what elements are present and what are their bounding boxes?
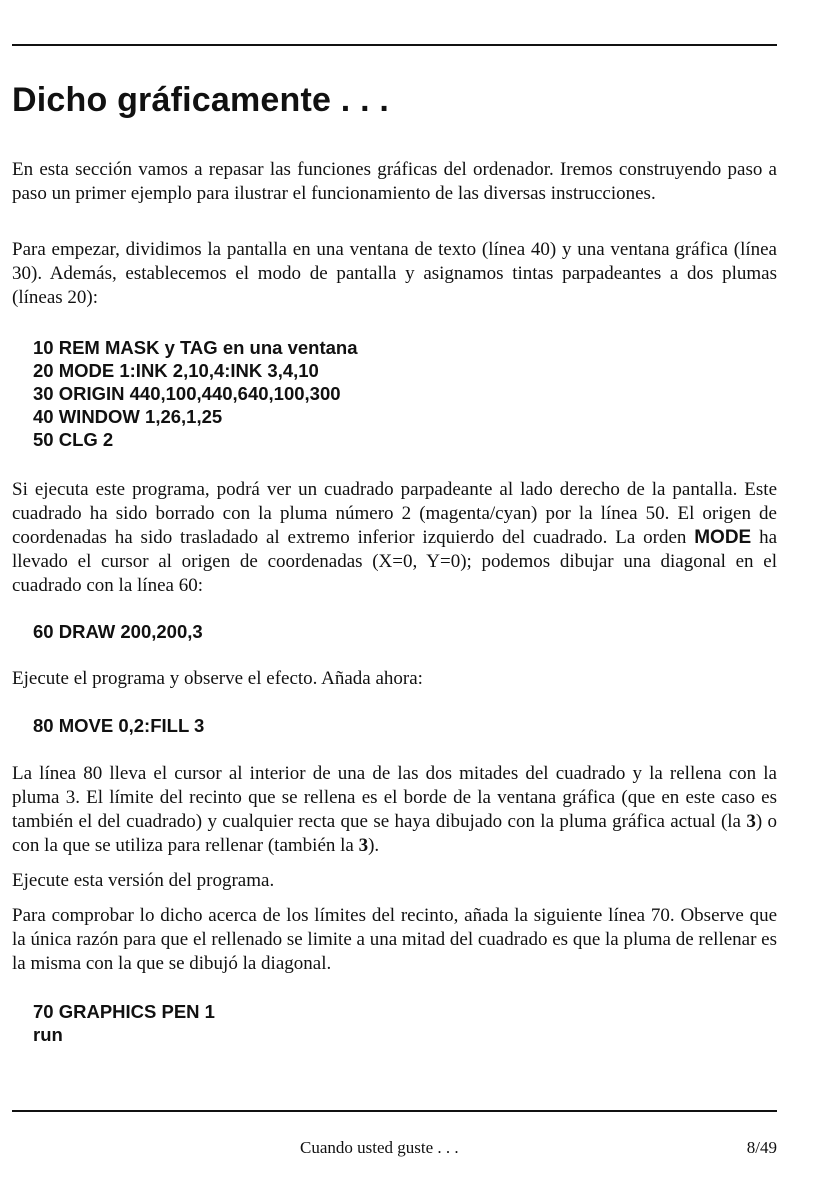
section-title: Dicho gráficamente . . . <box>12 81 390 119</box>
fill-explanation-paragraph <box>12 762 777 858</box>
code-line: 50 CLG 2 <box>33 429 114 450</box>
running-title: Cuando usted guste . . . <box>300 1138 459 1157</box>
code-listing-2 <box>33 620 203 643</box>
run-paragraph: Ejecute el programa y observe el efecto. Añada ahora: <box>12 668 423 689</box>
result-text-after: ha llevado el cursor al origen de coordenadas (X=0, Y=0); podemos dibujar una diagonal en el cuadrado con la línea 60: <box>12 527 778 596</box>
code-line: 70 GRAPHICS PEN 1 <box>33 1001 215 1022</box>
code-listing-4 <box>33 1000 215 1046</box>
code-line: 20 MODE 1:INK 2,10,4:INK 3,4,10 <box>33 360 319 381</box>
code-line: 80 MOVE 0,2:FILL 3 <box>33 715 205 736</box>
page-number: 8/49 <box>746 1138 777 1157</box>
mode-keyword: MODE <box>694 527 752 548</box>
code-listing-1 <box>33 336 358 451</box>
code-line: run <box>33 1024 63 1045</box>
code-line: 60 DRAW 200,200,3 <box>33 621 203 642</box>
code-line: 40 WINDOW 1,26,1,25 <box>33 406 223 427</box>
code-line: 30 ORIGIN 440,100,440,640,100,300 <box>33 383 341 404</box>
execute-paragraph: Ejecute esta versión del programa. <box>12 870 275 891</box>
setup-paragraph: Para empezar, dividimos la pantalla en una ventana de texto (línea 40) y una ventana gráfica (línea 30). Además, establecemos el modo de pantalla y asignamos tintas parpadeantes a dos plumas (líneas 20): <box>12 239 777 308</box>
code-listing-3 <box>33 714 204 737</box>
result-paragraph <box>12 478 777 598</box>
result-text-before: Si ejecuta este programa, podrá ver un cuadrado parpadeante al lado derecho de la pantalla. Este cuadrado ha sido borrado con la pluma número 2 (magenta/cyan) por la línea 50. El origen de coordenadas ha sido trasladado al extremo inferior izquierdo del cuadrado. La orden <box>12 479 777 548</box>
pen-number-bold: 3 <box>746 811 756 832</box>
top-rule <box>12 44 777 46</box>
fill-text-after: ). <box>368 835 380 856</box>
fill-text-before: La línea 80 lleva el cursor al interior de una de las dos mitades del cuadrado y la rellena con la pluma 3. El límite del recinto que se rellena es el borde de la ventana gráfica (que en este caso es también el del cuadrado) y cualquier recta que se haya dibujado con la pluma gráfica actual (la <box>12 763 777 832</box>
fill-text-middle: ) o con la que se utiliza para rellenar (también la <box>12 811 777 856</box>
limits-paragraph: Para comprobar lo dicho acerca de los límites del recinto, añada la siguiente línea 70. Observe que la única razón para que el rellenado se limite a una mitad del cuadrado es que la pluma de rellenar es la misma con la que se dibujó la diagonal. <box>12 905 777 974</box>
code-line: 10 REM MASK y TAG en una ventana <box>33 337 358 358</box>
pen-number-bold: 3 <box>358 835 369 856</box>
intro-paragraph: En esta sección vamos a repasar las funciones gráficas del ordenador. Iremos construyendo paso a paso un primer ejemplo para ilustrar el funcionamiento de las diversas instrucciones. <box>12 159 777 204</box>
bottom-rule <box>12 1110 777 1112</box>
